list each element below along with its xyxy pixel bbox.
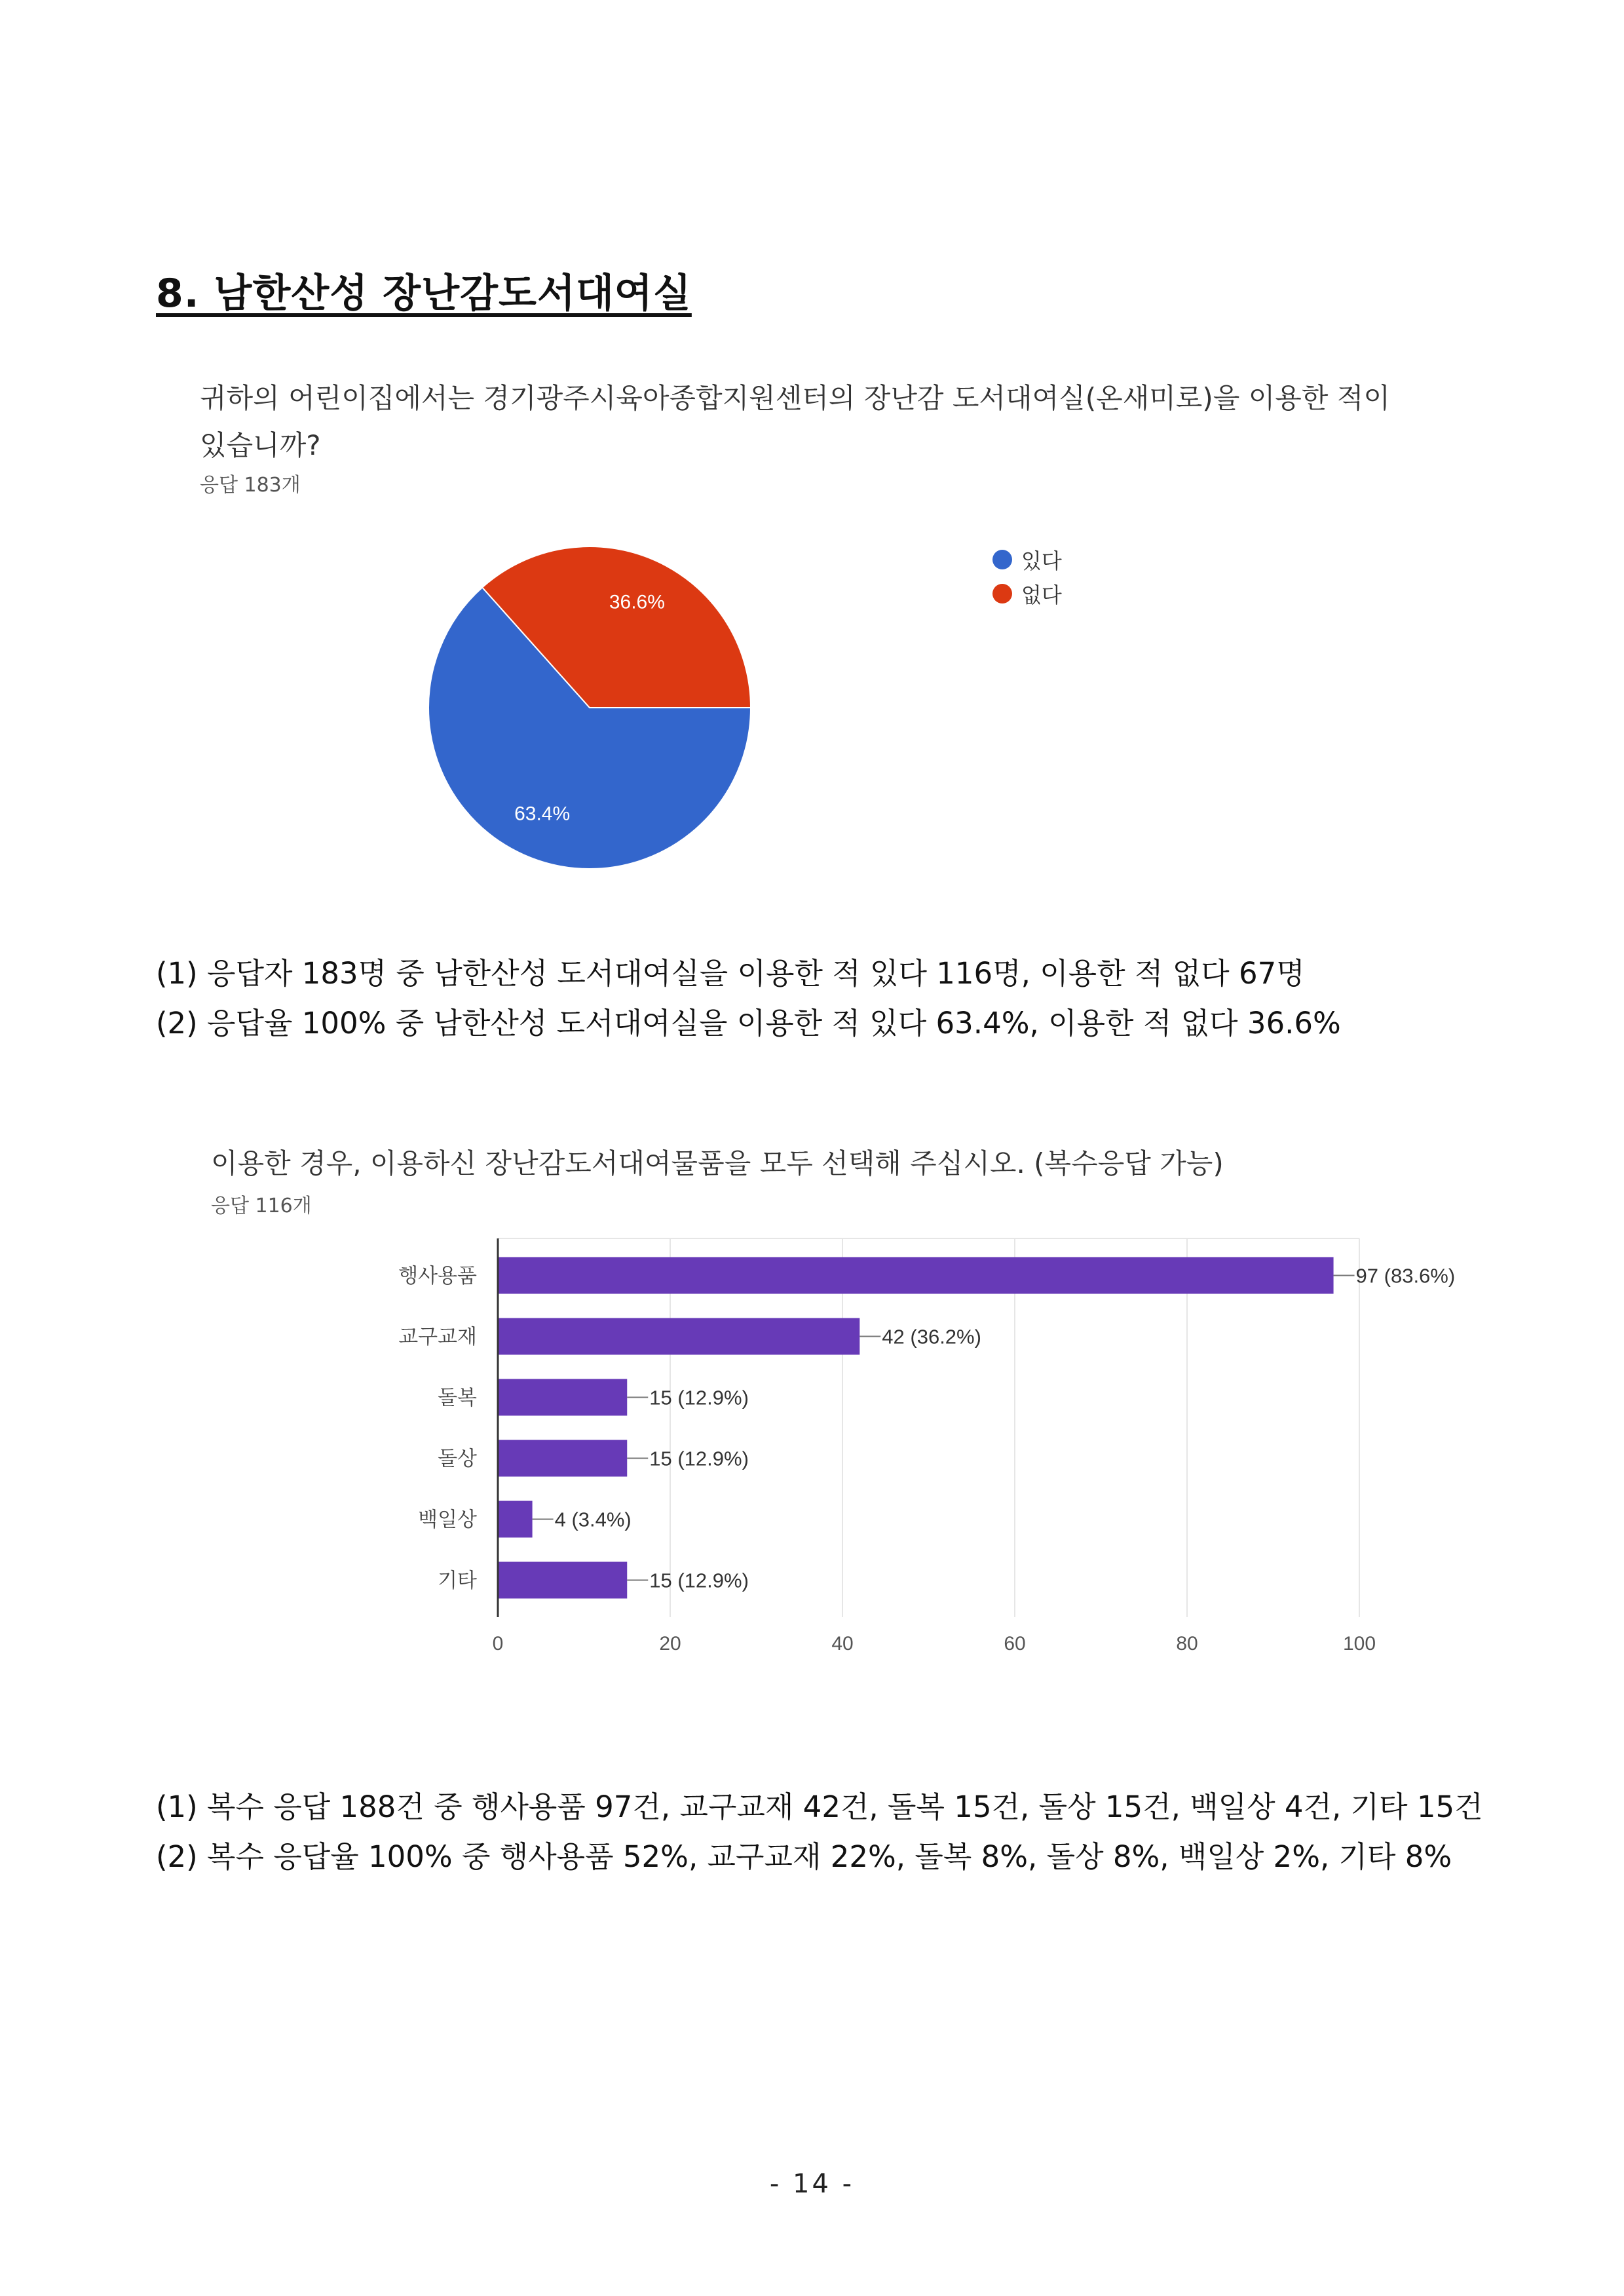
legend-dot-no: [992, 584, 1012, 603]
question-1-line-2: 있습니까?: [200, 429, 321, 461]
data-label-5: 4 (3.4%): [554, 1508, 632, 1531]
question-2-response-count: 응답 116개: [211, 1195, 312, 1217]
summary-2-line-2: (2) 복수 응답율 100% 중 행사용품 52%, 교구교재 22%, 돌복 8%, 돌상 8%, 백일상 2%, 기타 8%: [156, 1839, 1452, 1874]
data-label-4: 15 (12.9%): [649, 1447, 749, 1470]
pie-chart: [419, 537, 760, 878]
question-1-response-count: 응답 183개: [200, 474, 301, 497]
legend-label-no: 없다: [1021, 583, 1062, 607]
legend-item-no: [992, 577, 1062, 611]
x-tick-label-0: 0: [492, 1633, 504, 1655]
data-label-6: 15 (12.9%): [649, 1569, 749, 1592]
bar-6: [498, 1562, 627, 1599]
x-tick-label-60: 60: [1004, 1633, 1026, 1655]
question-1-line-1: 귀하의 어린이집에서는 경기광주시육아종합지원센터의 장난감 도서대여실(온새미로)을 이용한 적이: [200, 382, 1390, 414]
question-2: 이용한 경우, 이용하신 장난감도서대여물품을 모두 선택해 주십시오. (복수응답 가능): [211, 1147, 1224, 1179]
category-label-6: 기타: [438, 1569, 477, 1592]
pie-slice-label-2: 36.6%: [609, 591, 665, 613]
question-1: [200, 375, 1510, 469]
section-title: 8. 남한산성 장난감도서대여실: [156, 271, 692, 316]
summary-2-line-1: (1) 복수 응답 188건 중 행사용품 97건, 교구교재 42건, 돌복 15건, 돌상 15건, 백일상 4건, 기타 15건: [156, 1789, 1483, 1824]
bar-chart: [367, 1232, 1520, 1677]
data-label-2: 42 (36.2%): [882, 1325, 981, 1349]
category-label-2: 교구교재: [398, 1325, 477, 1349]
page-number: - 14 -: [769, 2169, 855, 2199]
bar-4: [498, 1440, 627, 1477]
x-tick-label-80: 80: [1176, 1633, 1198, 1655]
category-label-5: 백일상: [418, 1508, 477, 1531]
pie-slice-label-1: 63.4%: [514, 803, 571, 825]
summary-1: [156, 949, 1341, 1048]
legend-item-yes: [992, 543, 1062, 577]
bar-3: [498, 1379, 627, 1416]
category-label-1: 행사용품: [398, 1264, 477, 1288]
bar-2: [498, 1318, 859, 1355]
bar-5: [498, 1501, 533, 1538]
x-tick-label-40: 40: [831, 1633, 854, 1655]
category-label-3: 돌복: [438, 1386, 477, 1409]
category-label-4: 돌상: [438, 1447, 477, 1470]
bar-1: [498, 1257, 1334, 1294]
summary-1-line-2: (2) 응답율 100% 중 남한산성 도서대여실을 이용한 적 있다 63.4%, 이용한 적 없다 36.6%: [156, 1006, 1341, 1041]
data-label-3: 15 (12.9%): [649, 1386, 749, 1409]
summary-1-line-1: (1) 응답자 183명 중 남한산성 도서대여실을 이용한 적 있다 116명, 이용한 적 없다 67명: [156, 956, 1305, 991]
data-label-1: 97 (83.6%): [1355, 1264, 1456, 1288]
pie-legend: [992, 543, 1062, 611]
x-tick-label-100: 100: [1342, 1633, 1376, 1655]
legend-label-yes: 있다: [1021, 548, 1062, 573]
x-tick-label-20: 20: [659, 1633, 681, 1655]
summary-2: [156, 1782, 1483, 1882]
legend-dot-yes: [992, 550, 1012, 569]
